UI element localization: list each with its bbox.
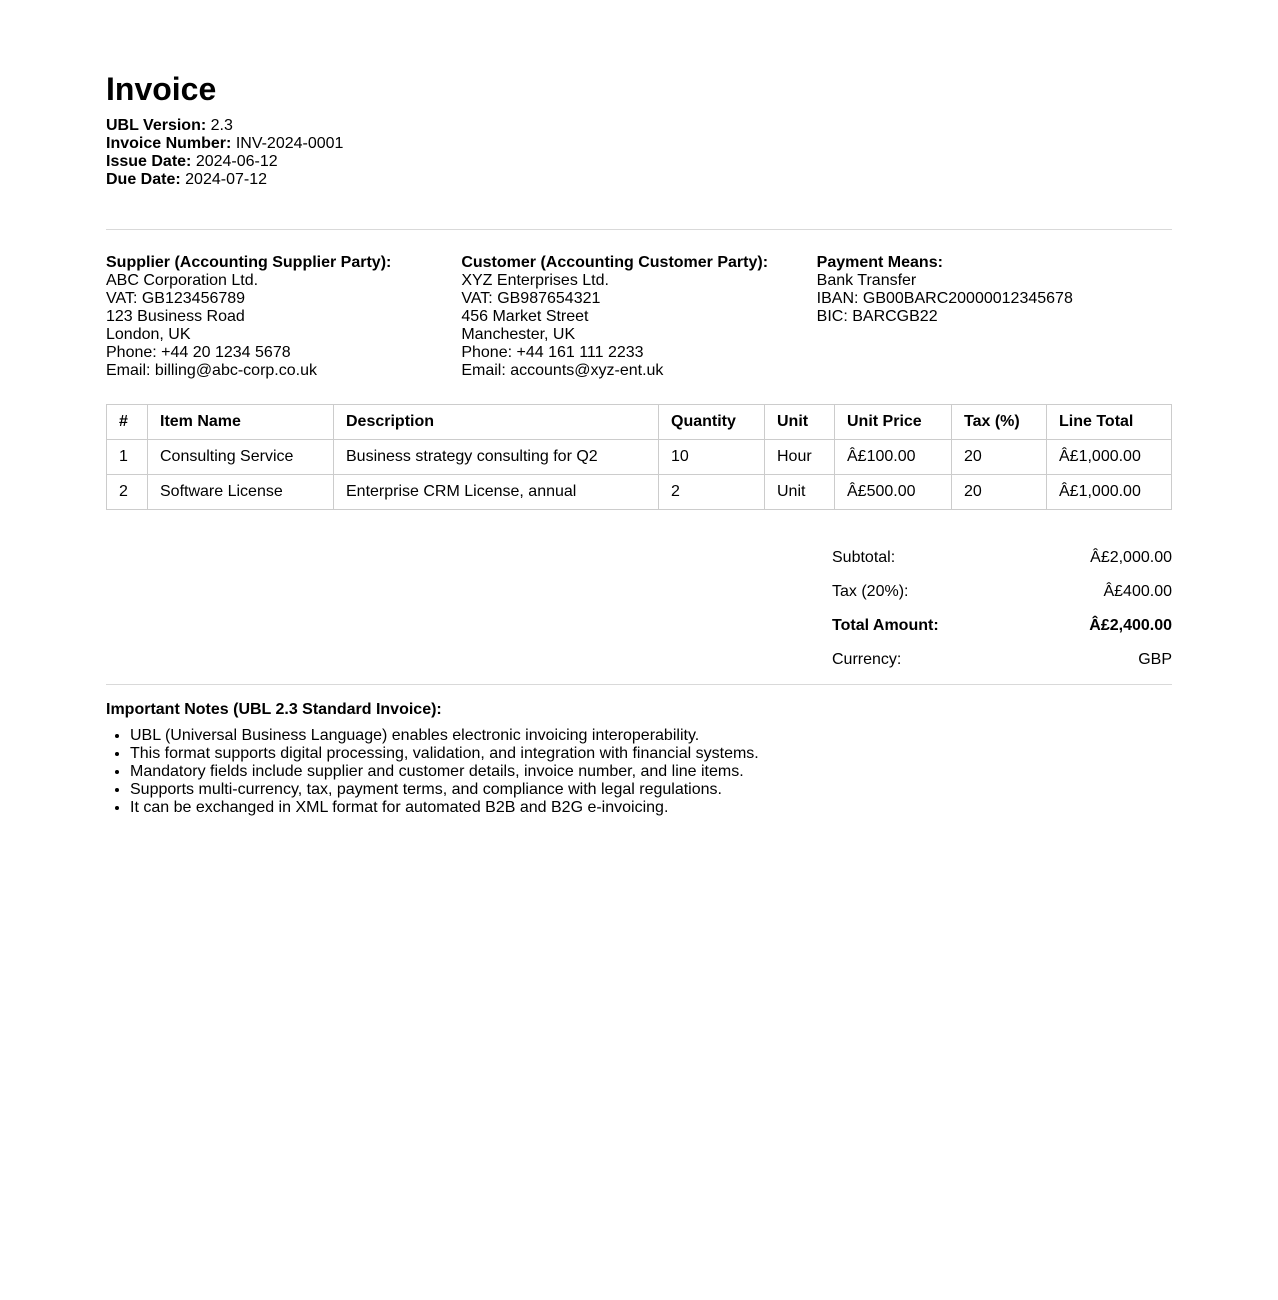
list-item: • It can be exchanged in XML format for automated B2B and B2G e-invoicing. [130,799,1172,817]
payment-line: Bank Transfer [816,272,917,290]
totals-label: Subtotal: [832,549,896,567]
totals-value: Â£400.00 [1103,583,1172,601]
column-header: Tax (%) [952,405,1047,440]
column-header: Unit Price [835,405,952,440]
totals-value: GBP [1138,651,1172,669]
list-item: • Supports multi-currency, tax, payment terms, and compliance with legal regulations. [130,781,1172,799]
supplier-line: 123 Business Road [106,308,245,326]
table-cell: 20 [952,440,1047,475]
meta-label: Issue Date: [106,153,192,171]
notes-list [106,727,1172,817]
column-header: Description [334,405,659,440]
payment-line: BIC: BARCGB22 [816,308,938,326]
list-item: • This format supports digital processing, validation, and integration with financial systems. [130,745,1172,763]
table-cell: 2 [659,475,765,510]
divider [106,229,1172,230]
totals-summary [832,548,1172,684]
table-cell: Consulting Service [148,440,334,475]
page-title: Invoice [106,71,217,107]
supplier-line: Email: billing@abc-corp.co.uk [106,362,317,380]
total-amount-row [832,616,1172,650]
payment-block [817,254,1172,380]
meta-value: 2.3 [210,117,233,135]
subtotal-row [832,548,1172,582]
column-header: Item Name [148,405,334,440]
customer-title: Customer (Accounting Customer Party): [461,254,769,272]
table-row [107,475,1172,510]
table-cell: 20 [952,475,1047,510]
totals-label: Tax (20%): [832,583,909,601]
table-cell: Â£1,000.00 [1047,440,1172,475]
column-header: Line Total [1047,405,1172,440]
table-cell: Software License [148,475,334,510]
meta-label: Due Date: [106,171,181,189]
supplier-line: Phone: +44 20 1234 5678 [106,344,291,362]
meta-value: 2024-06-12 [195,153,278,171]
customer-line: XYZ Enterprises Ltd. [461,272,609,290]
customer-line: Phone: +44 161 111 2233 [461,344,644,362]
totals-value: Â£2,400.00 [1089,617,1172,635]
line-items-table [106,404,1172,510]
list-item: • Mandatory fields include supplier and customer details, invoice number, and line items. [130,763,1172,781]
notes-title: Important Notes (UBL 2.3 Standard Invoice): [106,701,442,719]
supplier-line: ABC Corporation Ltd. [106,272,259,290]
customer-line: VAT: GB987654321 [461,290,601,308]
table-cell: Â£100.00 [835,440,952,475]
invoice-number-line [106,135,1172,153]
due-date-line [106,171,1172,189]
supplier-title: Supplier (Accounting Supplier Party): [106,254,392,272]
column-header: Quantity [659,405,765,440]
table-cell: Unit [765,475,835,510]
supplier-block [106,254,461,380]
meta-value: 2024-07-12 [185,171,267,189]
column-header: Unit [765,405,835,440]
customer-line: Manchester, UK [461,326,576,344]
table-cell: 2 [107,475,148,510]
table-cell: 10 [659,440,765,475]
list-item: • UBL (Universal Business Language) enables electronic invoicing interoperability. [130,727,1172,745]
parties-section [106,254,1172,380]
totals-label: Total Amount: [832,617,939,635]
meta-label: Invoice Number: [106,135,232,153]
payment-title: Payment Means: [816,254,943,272]
totals-label: Currency: [832,651,902,669]
customer-line: 456 Market Street [461,308,589,326]
payment-line: IBAN: GB00BARC20000012345678 [816,290,1073,308]
divider [106,684,1172,685]
column-header: # [107,405,148,440]
totals-value: Â£2,000.00 [1090,549,1172,567]
table-header-row [107,405,1172,440]
invoice-meta [106,117,1172,189]
issue-date-line [106,153,1172,171]
meta-value: INV-2024-0001 [235,135,344,153]
table-cell: Hour [765,440,835,475]
table-cell: 1 [107,440,148,475]
meta-label: UBL Version: [106,117,207,135]
table-cell: Business strategy consulting for Q2 [334,440,659,475]
table-cell: Enterprise CRM License, annual [334,475,659,510]
customer-line: Email: accounts@xyz-ent.uk [461,362,664,380]
tax-row [832,582,1172,616]
table-cell: Â£1,000.00 [1047,475,1172,510]
table-row [107,440,1172,475]
ubl-version-line [106,117,1172,135]
supplier-line: VAT: GB123456789 [106,290,246,308]
table-cell: Â£500.00 [835,475,952,510]
customer-block [461,254,816,380]
supplier-line: London, UK [106,326,191,344]
currency-row [832,650,1172,684]
